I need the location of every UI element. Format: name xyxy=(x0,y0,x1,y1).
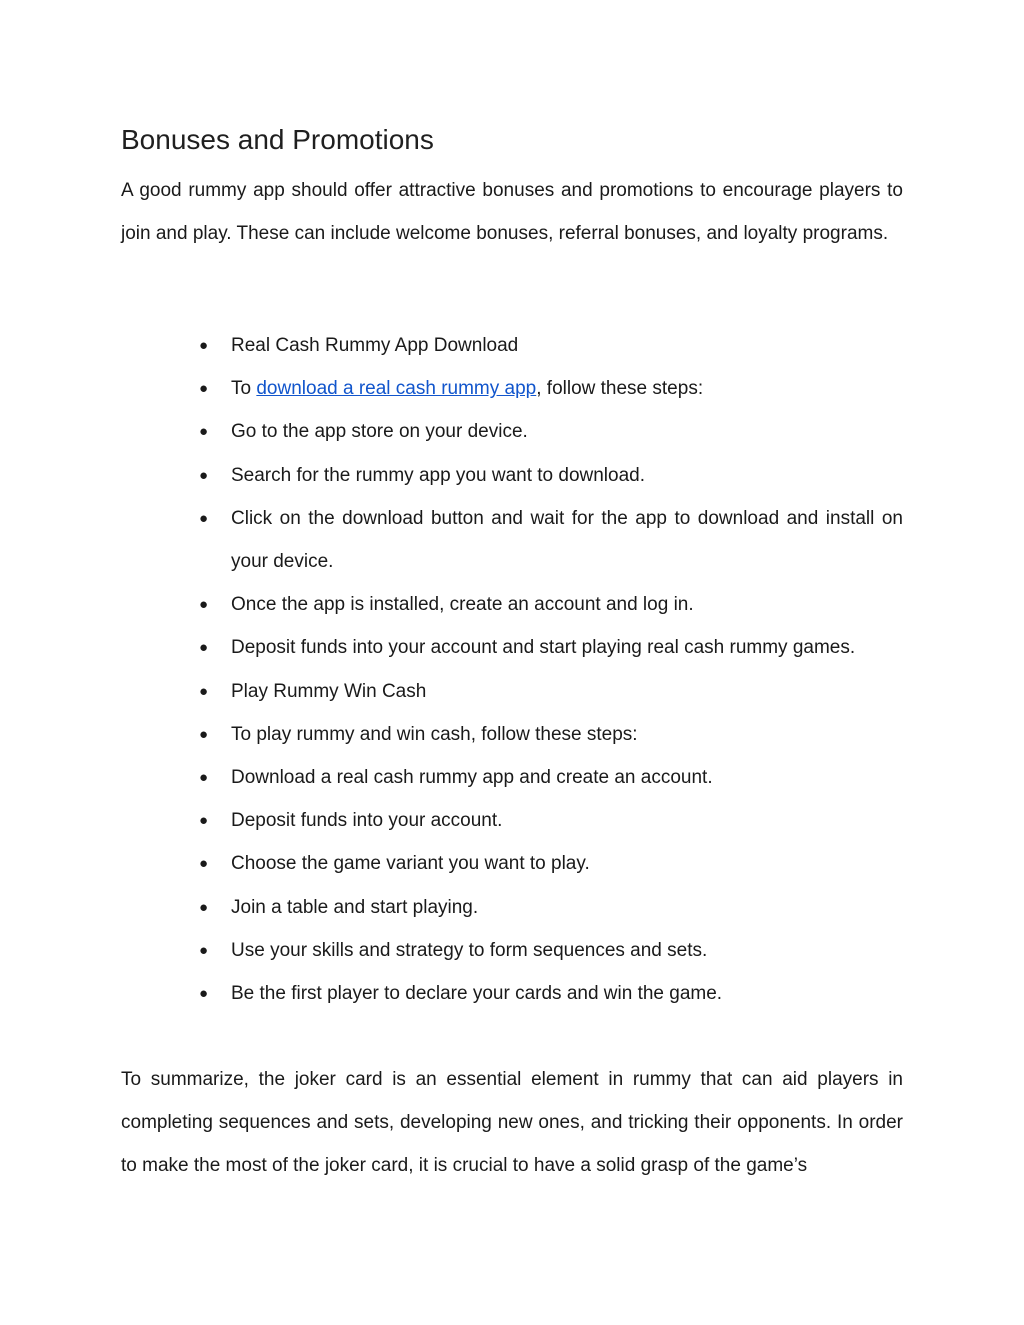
bullet-icon: ● xyxy=(199,725,209,743)
list-item-text: Click on the download button and wait for the app to download and install on your device. xyxy=(231,507,903,573)
bullet-icon: ● xyxy=(199,941,209,959)
section-heading: Bonuses and Promotions xyxy=(121,124,434,155)
bullet-icon: ● xyxy=(199,812,209,830)
bullet-icon: ● xyxy=(199,337,209,354)
bullet-icon: ● xyxy=(199,639,209,657)
list-item-text: Deposit funds into your account. xyxy=(231,810,503,832)
list-item xyxy=(199,324,903,367)
bullet-icon: ● xyxy=(199,769,209,787)
list-item xyxy=(199,454,903,497)
bullet-icon: ● xyxy=(199,682,209,700)
bullet-icon: ● xyxy=(199,898,209,916)
list-item xyxy=(199,972,903,1015)
list-item xyxy=(199,713,903,756)
list-item-text: Download a real cash rummy app and create an account. xyxy=(231,767,713,789)
bullet-icon: ● xyxy=(199,423,209,441)
list-item-text: Once the app is installed, create an account and log in. xyxy=(231,594,694,616)
list-item xyxy=(199,929,903,972)
list-item-text: Choose the game variant you want to play. xyxy=(231,853,590,875)
bullet-icon: ● xyxy=(199,466,209,484)
summary-paragraph: To summarize, the joker card is an essential element in rummy that can aid players in completing sequences and sets, developing new ones, and tricking their opponents. In order to make the most of the joker card, it is crucial to have a solid grasp of the game’s xyxy=(121,1069,903,1177)
list-item-text: Go to the app store on your device. xyxy=(231,421,528,443)
list-item-suffix: , follow these steps: xyxy=(536,378,704,400)
list-item-text: To play rummy and win cash, follow these steps: xyxy=(231,723,638,745)
bullet-icon: ● xyxy=(199,596,209,614)
list-item xyxy=(199,497,903,583)
list-item-text: Use your skills and strategy to form sequences and sets. xyxy=(231,939,708,961)
list-item xyxy=(199,583,903,626)
list-item xyxy=(199,626,903,669)
bullet-icon: ● xyxy=(199,380,209,398)
list-item xyxy=(199,367,903,410)
list-item xyxy=(199,799,903,842)
list-item-text: Real Cash Rummy App Download xyxy=(231,335,519,356)
bullet-icon: ● xyxy=(199,855,209,873)
steps-list xyxy=(199,324,903,1015)
list-item xyxy=(199,886,903,929)
list-item xyxy=(199,410,903,453)
download-rummy-app-link[interactable]: download a real cash rummy app xyxy=(256,378,537,400)
intro-paragraph: A good rummy app should offer attractive bonuses and promotions to encourage players to join and play. These can include welcome bonuses, referral bonuses, and loyalty programs. xyxy=(121,180,903,245)
list-item xyxy=(199,756,903,799)
list-item-text: Join a table and start playing. xyxy=(231,896,479,918)
list-item-prefix: To xyxy=(231,378,257,400)
list-item-text: Search for the rummy app you want to download. xyxy=(231,464,646,486)
bullet-icon: ● xyxy=(199,509,209,527)
list-item-text: Deposit funds into your account and start playing real cash rummy games. xyxy=(231,637,856,659)
list-item xyxy=(199,670,903,713)
list-item-text: Play Rummy Win Cash xyxy=(231,680,427,702)
list-item-text: Be the first player to declare your cards and win the game. xyxy=(231,983,723,1005)
bullet-icon: ● xyxy=(199,985,209,1003)
list-item xyxy=(199,842,903,885)
